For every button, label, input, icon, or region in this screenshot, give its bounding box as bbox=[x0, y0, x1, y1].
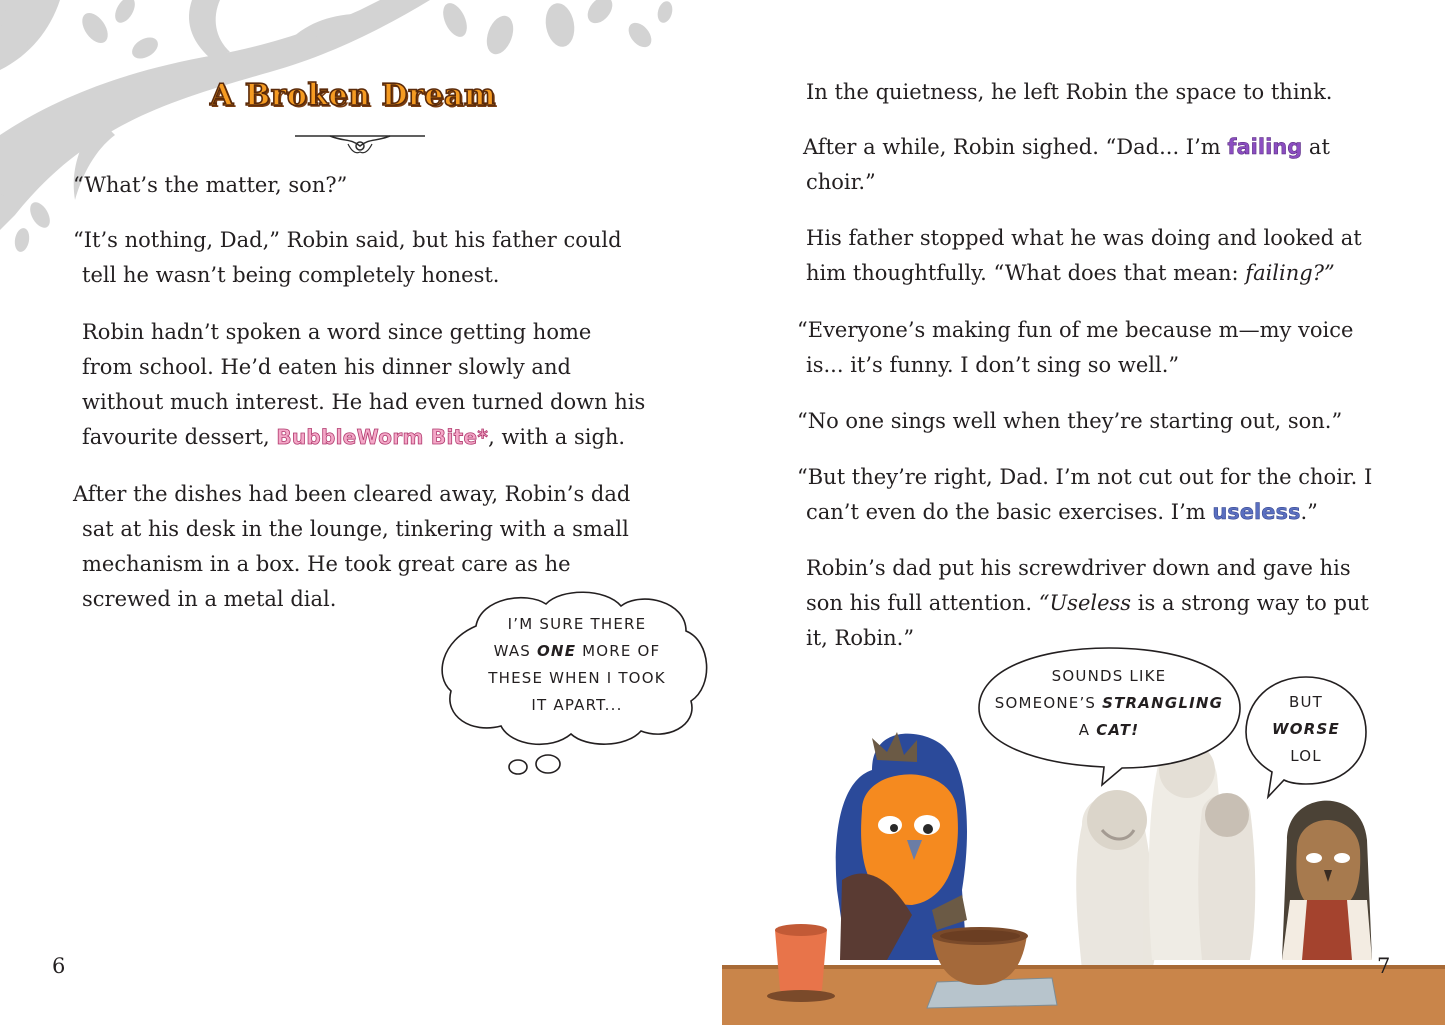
page-number-left: 6 bbox=[52, 954, 66, 978]
title-ornament-divider bbox=[290, 128, 430, 158]
right-paragraph-3 bbox=[806, 221, 1386, 291]
speech-1-line-2-pre: SOMEONE’S bbox=[994, 694, 1103, 712]
right-paragraph-2-text: After a while, Robin sighed. “Dad... I’m bbox=[803, 135, 1228, 159]
thought-line-3: THESE WHEN I TOOK bbox=[488, 669, 666, 687]
speech-2-line-1: BUT bbox=[1288, 693, 1324, 711]
paragraph-4-text: After the dishes had been cleared away, Robin’s dad sat at his desk in the lounge, tinkering with a small mechanism in a box. He took great care as he screwed in a metal dial. bbox=[73, 482, 631, 611]
page-number-right: 7 bbox=[1377, 954, 1391, 978]
useless-word: useless bbox=[1212, 500, 1301, 524]
right-paragraph-5: “No one sings well when they’re starting out, son.” bbox=[797, 409, 1343, 433]
failing-italic: failing?” bbox=[1245, 261, 1335, 285]
right-paragraph-3-text: His father stopped what he was doing and looked at him thoughtfully. “What does that mean: bbox=[806, 226, 1362, 285]
right-paragraph-4: “Everyone’s making fun of me because m—my voice is... it’s funny. I don’t sing so well.” bbox=[797, 318, 1354, 377]
thought-line-2-post: MORE OF bbox=[576, 642, 661, 660]
paragraph-3-end: , with a sigh. bbox=[488, 425, 626, 449]
right-paragraph-2-end: at choir.” bbox=[806, 135, 1330, 194]
right-paragraph-6 bbox=[797, 460, 1386, 530]
chapter-title: A Broken Dream bbox=[210, 78, 497, 113]
thought-line-4: IT APART... bbox=[531, 696, 623, 714]
paragraph-2-text: “It’s nothing, Dad,” Robin said, but his father could tell he wasn’t being completely honest. bbox=[73, 228, 622, 287]
right-paragraph-7-end: is a strong way to put it, Robin.” bbox=[806, 591, 1369, 650]
thought-line-2-em: ONE bbox=[536, 642, 577, 660]
speech-2-line-2-em: WORSE bbox=[1272, 720, 1340, 738]
left-page bbox=[0, 0, 722, 1025]
right-page bbox=[722, 0, 1445, 1025]
speech-bubble-1-text bbox=[984, 663, 1234, 744]
speech-1-line-3-em: CAT! bbox=[1096, 721, 1140, 739]
speech-1-line-1: SOUNDS LIKE bbox=[1051, 667, 1167, 685]
speech-1-line-2 bbox=[984, 690, 1234, 717]
speech-bubble-2-text bbox=[1250, 689, 1362, 770]
failing-word: failing bbox=[1227, 135, 1303, 159]
speech-2-line-3: LOL bbox=[1290, 747, 1322, 765]
paragraph-2 bbox=[73, 223, 642, 293]
thought-line-2-pre: WAS bbox=[493, 642, 537, 660]
thought-bubble-text bbox=[466, 611, 688, 719]
speech-1-line-3-pre: A bbox=[1078, 721, 1097, 739]
paragraph-1: “What’s the matter, son?” bbox=[73, 173, 348, 197]
right-paragraph-1: In the quietness, he left Robin the space to think. bbox=[806, 80, 1333, 104]
right-paragraph-6-end: .” bbox=[1300, 500, 1318, 524]
thought-line-1: I’M SURE THERE bbox=[507, 615, 647, 633]
right-paragraph-6-text: “But they’re right, Dad. I’m not cut out for the choir. I can’t even do the basic exercises. I’m bbox=[797, 465, 1373, 524]
paragraph-3-text: Robin hadn’t spoken a word since getting home from school. He’d eaten his dinner slowly and without much interest. He had even turned down his favourite dessert, bbox=[82, 320, 646, 449]
useless-italic: “Useless bbox=[1038, 591, 1132, 615]
speech-1-line-3 bbox=[984, 717, 1234, 744]
paragraph-3 bbox=[82, 315, 647, 455]
speech-2-line-2 bbox=[1250, 716, 1362, 743]
right-paragraph-2 bbox=[803, 130, 1366, 200]
bubbleworm-bite-brand: BubbleWorm Bite* bbox=[276, 425, 489, 449]
right-paragraph-7-text: Robin’s dad put his screwdriver down and gave his son his full attention. bbox=[806, 556, 1351, 615]
speech-1-line-2-em: STRANGLING bbox=[1102, 694, 1224, 712]
thought-line-2 bbox=[466, 638, 688, 665]
